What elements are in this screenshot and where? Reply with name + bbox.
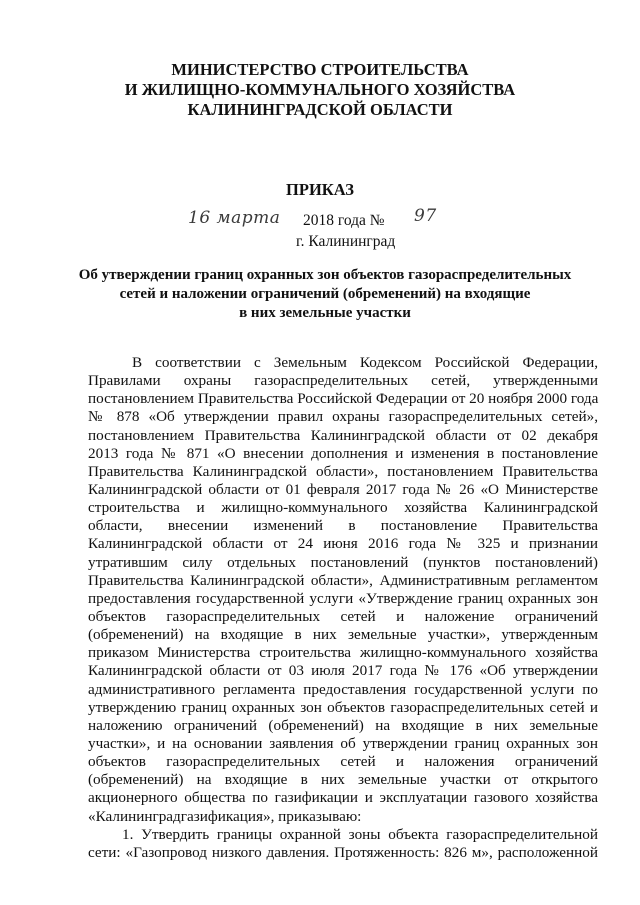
body-line: области, внесении изменений в постановление Правительства [88,517,598,535]
ministry-line-1: МИНИСТЕРСТВО СТРОИТЕЛЬСТВА [171,60,469,79]
body-line: предоставления государственной услуги «Утверждение границ охранных зон [88,589,598,607]
ministry-heading [0,60,640,120]
subject-line: Об утверждении границ охранных зон объектов газораспределительных [78,267,572,283]
printed-date: 2018 года № [303,212,385,229]
ministry-line-2: И ЖИЛИЩНО-КОММУНАЛЬНОГО ХОЗЯЙСТВА [124,80,516,99]
body-line: административного регламента предоставления государственной услуги по [88,680,598,698]
subject-line: в них земельные участки [239,305,411,321]
order-city: г. Калининград [296,233,396,250]
body-line: «Калининградгазификация», приказываю: [88,807,362,825]
ministry-line-3: КАЛИНИНГРАДСКОЙ ОБЛАСТИ [187,100,453,119]
handwritten-number: 97 [414,206,437,226]
body-line: наложению ограничений (обременений) на входящие в них земельные [88,716,598,734]
order-subject [60,266,590,323]
body-line: акционерного общества по газификации и эксплуатации газового хозяйства [88,789,598,807]
order-body [88,354,598,862]
body-line: постановлением Правительства Калининградской области от 02 декабря [88,426,598,444]
order-title: ПРИКАЗ [286,180,354,199]
body-line: В соответствии с Земельным Кодексом Российской Федерации, [132,354,598,371]
body-line: объектов газораспределительных сетей и наложение ограничений [88,607,598,625]
body-line: 2013 года № 871 «О внесении дополнения и изменения в постановление [88,444,598,462]
body-line: приказом Министерства строительства жилищно-коммунального хозяйства [88,644,598,662]
body-line: Калининградской области от 24 июня 2016 года № 325 и признании [88,535,598,553]
body-line: № 878 «Об утверждении правил охраны газораспределительных сетей», [88,408,598,426]
body-line: Правительства Калининградской области», Административным регламентом [88,571,598,589]
body-line: объектов газораспределительных сетей и наложения ограничений [88,753,598,771]
body-line: Правительства Калининградской области», постановлением Правительства [88,462,598,480]
body-line: постановлением Правительства Российской Федерации от 20 ноября 2000 года [88,390,599,408]
body-line: Калининградской области от 03 июля 2017 года № 176 «Об утверждении [88,662,598,680]
body-line: Калининградской области от 01 февраля 2017 года № 26 «О Министерстве [88,480,598,498]
body-line: (обременений) на входящие в них земельные участки от открытого [88,771,598,789]
body-line: строительства и жилищно-коммунального хозяйства Калининградской [88,499,598,517]
subject-line: сетей и наложении ограничений (обременений) на входящие [119,286,531,302]
body-line: сети: «Газопровод низкого давления. Протяженность: 826 м», расположенной [88,843,598,861]
body-line: утратившим силу отдельных постановлений (пунктов постановлений) [88,553,598,571]
handwritten-date: 16 марта [188,208,281,228]
body-line: участки», и на основании заявления об утверждении границ охранных зон [88,734,598,752]
body-line: Правилами охраны газораспределительных сетей, утвержденными [88,372,598,390]
body-line: 1. Утвердить границы охранной зоны объекта газораспределительной [122,825,598,843]
body-line: (обременений) на входящие в них земельные участки», утвержденным [88,626,598,644]
body-line: утверждению границ охранных зон объектов газораспределительных сетей и [88,698,598,716]
